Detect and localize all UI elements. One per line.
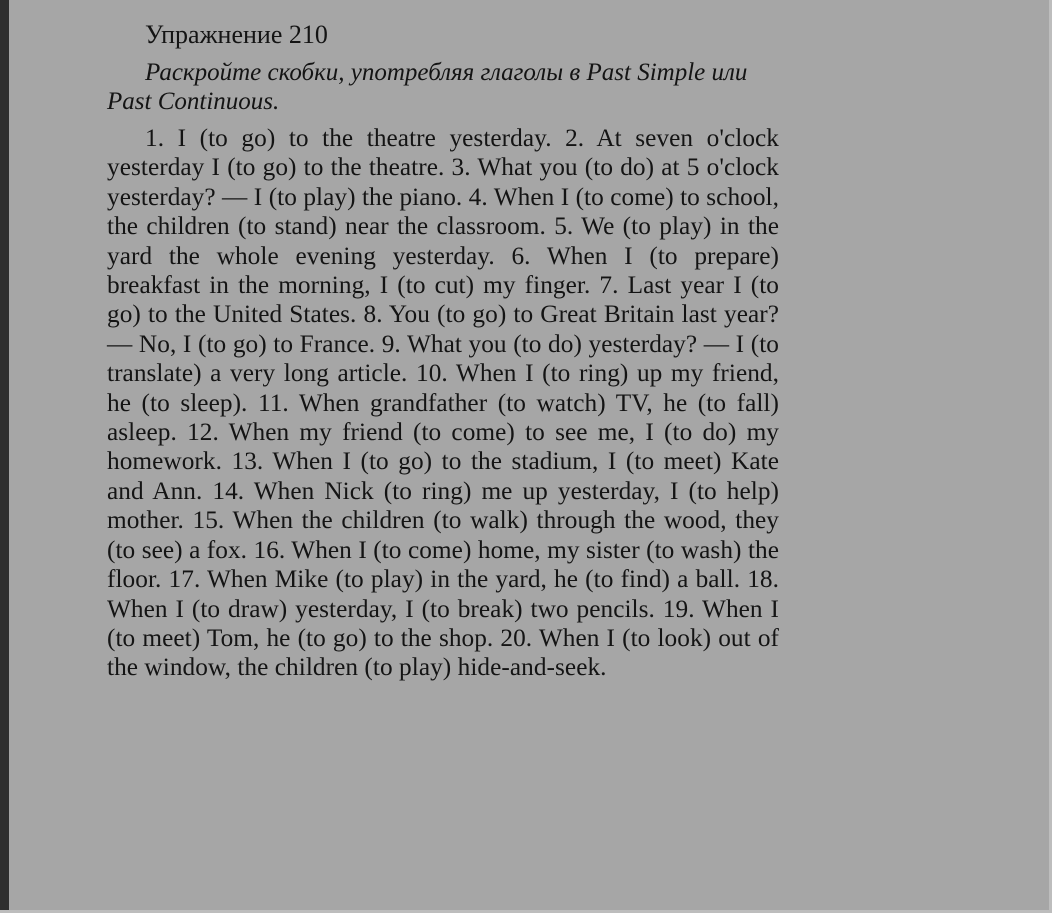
book-page [107, 20, 779, 683]
exercise-instruction: Раскройте скобки, употребляя глаголы в Past Simple или Past Continuous. [107, 59, 748, 115]
left-border [0, 0, 9, 913]
exercise-heading: Упражнение 210 [145, 20, 328, 49]
exercise-text: 1. I (to go) to the theatre yesterday. 2. At seven o'clock yesterday I (to go) to the theatre. 3. What you (to do) at 5 o'clock yesterday? — I (to play) the piano. 4. When I (to come) to school, the children (to stand) near the classroom. 5. We (to play) in the yard the whole evening yesterday. 6. When I (to prepare) breakfast in the morning, I (to cut) my finger. 7. Last year I (to go) to the United States. 8. You (to go) to Great Britain last year? — No, I (to go) to France. 9. What you (to do) yesterday? — I (to translate) a very long article. 10. When I (to ring) up my friend, he (to sleep). 11. When grandfather (to watch) TV, he (to fall) asleep. 12. When my friend (to come) to see me, I (to do) my homework. 13. When I (to go) to the stadium, I (to meet) Kate and Ann. 14. When Nick (to ring) me up yesterday, I (to help) mother. 15. When the children (to walk) through the wood, they (to see) a fox. 16. When I (to come) home, my sister (to wash) the floor. 17. When Mike (to play) in the yard, he (to find) a ball. 18. When I (to draw) yesterday, I (to break) two pencils. 19. When I (to meet) Tom, he (to go) to the shop. 20. When I (to look) out of the window, the children (to play) hide-and-seek. [107, 124, 779, 682]
